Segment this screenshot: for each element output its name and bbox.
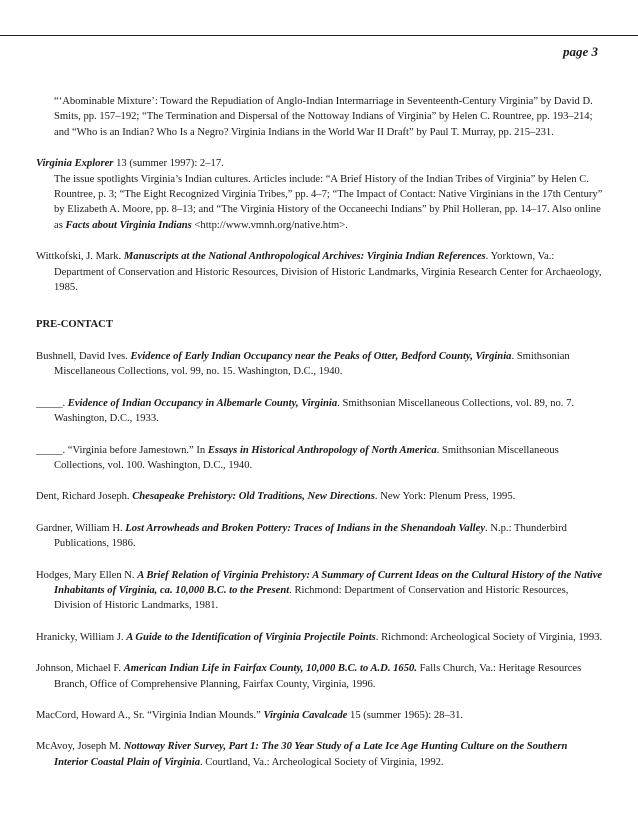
entry-details: . Richmond: Archeological Society of Virginia, 1993.: [375, 631, 603, 643]
entry-author: MacCord, Howard A., Sr. “Virginia Indian Mounds.”: [36, 709, 264, 721]
bibliography-entry: [36, 489, 604, 504]
entry-title: Evidence of Early Indian Occupancy near the Peaks of Otter, Bedford County, Virginia: [130, 350, 512, 362]
entry-title: Essays in Historical Anthropology of North America: [207, 444, 437, 456]
entry-title: Lost Arrowheads and Broken Pottery: Traces of Indians in the Shenandoah Valley: [125, 522, 486, 534]
bibliography-entry: [36, 708, 604, 723]
entry-title: Virginia Cavalcade: [263, 709, 348, 721]
entry-virginia-explorer-body: [36, 172, 604, 234]
bibliography-entry: [36, 396, 604, 427]
entry-author: _____.: [36, 397, 68, 409]
entry-details: . Smithsonian Miscellaneous Collections, vol. 99, no. 15. Washington, D.C., 1940.: [54, 350, 570, 378]
page-number: page 3: [562, 44, 598, 59]
bibliography-entry: [36, 349, 604, 380]
entry-body-text: The issue spotlights Virginia’s Indian cultures. Articles include: “A Brief History of the Indian Tribes of Virginia” by Helen C. Rountree, p. 3; “The Eight Recognized Virginia Tribes,” pp. 4–7; “The Impact of Contact: Native Virginians in the 17th Century” by Elizabeth A. Moore, pp. 8–13; and “The Virginia History of the Occaneechi Indians” by Phil Holleran, pp. 14–17. Also online as: [54, 173, 603, 231]
entry-title: Manuscripts at the National Anthropological Archives: Virginia Indian References: [123, 251, 486, 263]
entry-author: Hranicky, William J.: [36, 631, 127, 643]
entry-details: . Courtland, Va.: Archeological Society of Virginia, 1992.: [200, 756, 444, 768]
entry-details: 13 (summer 1997): 2–17.: [113, 158, 224, 170]
entry-title: American Indian Life in Fairfax County, 10,000 B.C. to A.D. 1650.: [123, 663, 417, 675]
entry-author: Bushnell, David Ives.: [36, 350, 131, 362]
entry-details: . Smithsonian Miscellaneous Collections, vol. 100. Washington, D.C., 1940.: [54, 444, 559, 471]
entry-details: 15 (summer 1965): 28–31.: [347, 709, 464, 721]
entry-details: Falls Church, Va.: Heritage Resources Branch, Office of Comprehensive Planning, Fairfax County, Virginia, 1996.: [54, 663, 582, 690]
entry-title: Virginia Explorer: [36, 158, 114, 170]
entry-author: Hodges, Mary Ellen N.: [36, 569, 138, 581]
bibliography-entry: [36, 443, 604, 474]
entry-title: A Brief Relation of Virginia Prehistory: A Summary of Current Ideas on the Cultural History of the Native Inhabitants of Virginia, ca. 10,000 B.C. to the Present: [54, 569, 603, 596]
entry-author: Wittkofski, J. Mark.: [36, 251, 124, 263]
entry-author: Dent, Richard Joseph.: [36, 491, 133, 503]
bibliography-entry: [36, 661, 604, 692]
entry-title: Nottoway River Survey, Part 1: The 30 Year Study of a Late Ice Age Hunting Culture on the Southern Interior Coastal Plain of Virginia: [54, 741, 568, 768]
entry-title: A Guide to the Identification of Virginia Projectile Points: [126, 631, 376, 643]
pre-contact-entries: [36, 349, 604, 770]
entry-wittkofski: [36, 249, 604, 295]
bibliography-entry: [36, 739, 604, 770]
entry-body-url: <http://www.vmnh.org/native.htm>.: [191, 219, 348, 231]
bibliography-entry: [36, 521, 604, 552]
entry-virginia-explorer: [36, 156, 604, 171]
bibliography-entry: [36, 630, 604, 645]
entry-author: McAvoy, Joseph M.: [36, 741, 124, 753]
entry-author: Gardner, William H.: [36, 522, 126, 534]
entry-details: . Smithsonian Miscellaneous Collections, vol. 89, no. 7. Washington, D.C., 1933.: [54, 397, 575, 425]
entry-title: Evidence of Indian Occupancy in Albemarle County, Virginia: [67, 397, 338, 409]
entry-details: . Richmond: Department of Conservation and Historic Resources, Division of Historic Landmarks, 1981.: [54, 584, 569, 612]
section-heading-pre-contact: PRE-CONTACT: [36, 319, 113, 331]
entry-author: Johnson, Michael F.: [36, 663, 124, 675]
continued-entry-text: “‘Abominable Mixture’: Toward the Repudiation of Anglo-Indian Intermarriage in Seventeenth-Century Virginia” by David D. Smits, pp. 157–192; “The Termination and Dispersal of the Nottoway Indians of Virginia” by Helen C. Rountree, pp. 193–214; and “Who is an Indian? Who Is a Negro? Virginia Indians in the World War II Draft” by Paul T. Murray, pp. 215–231.: [54, 96, 593, 138]
entry-body-title: Facts about Virginia Indians: [65, 219, 192, 231]
entry-details: . New York: Plenum Press, 1995.: [374, 491, 516, 503]
entry-details: . N.p.: Thunderbird Publications, 1986.: [54, 522, 567, 550]
bibliography-body: [36, 94, 604, 786]
bibliography-entry: [36, 568, 604, 614]
entry-author: _____. “Virginia before Jamestown.” In: [36, 444, 208, 456]
entry-title: Chesapeake Prehistory: Old Traditions, New Directions: [132, 491, 375, 503]
entry-details: . Yorktown, Va.: Department of Conservation and Historic Resources, Division of Historic Landmarks, Virginia Research Center for Archaeology, 1985.: [54, 251, 602, 294]
header-rule: [0, 35, 638, 36]
